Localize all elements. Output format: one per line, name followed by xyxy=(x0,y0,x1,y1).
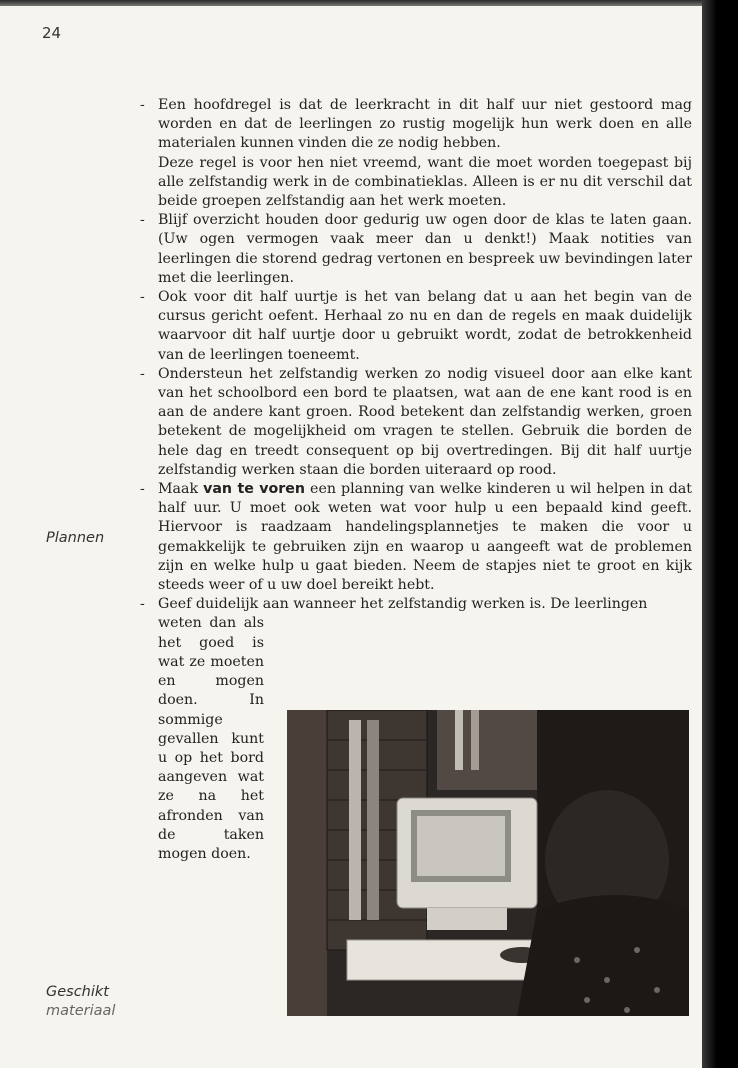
list-item xyxy=(140,96,692,154)
item-text-after: een planning van welke kinderen u wil helpen in dat half uur. U moet ook weten wat voor hulp u een bepaald kind geeft. Hiervoor is raadzaam handelingsplannetjes te maken die voor u gemakkelijk te gebruiken zijn en waarop u aangeeft wat de problemen zijn en welke hulp u gaat bieden. Neem de stapjes niet te groot en kijk steeds weer of u uw doel bereikt hebt. xyxy=(158,481,693,594)
margin-note-materiaal: materiaal xyxy=(46,1003,116,1019)
item-text: Ondersteun het zelfstandig werken zo nodig visueel door aan elke kant van het schoolbord een bord te plaatsen, wat aan de ene kant rood is en aan de andere kant groen. Rood betekent dan zelfstandig werken, groen betekent de mogelijkheid om vragen te stellen. Gebruik die borden de hele dag en treedt consequent op bij overtredingen. Bij dit half uurtje zelfstandig werken staan die borden uiteraard op rood. xyxy=(158,365,692,478)
list-item xyxy=(140,365,692,480)
classroom-photo xyxy=(287,710,689,1016)
item-continuation: Deze regel is voor hen niet vreemd, want die moet worden toegepast bij alle zelfstandig werk in de combinatieklas. Alleen is er nu dit verschil dat beide groepen zelfstandig aan het werk moeten. xyxy=(158,154,692,210)
page-number: 24 xyxy=(42,24,62,42)
list-item xyxy=(140,211,692,288)
item-text: Blijf overzicht houden door gedurig uw ogen door de klas te laten gaan. (Uw ogen vermogen vaak meer dan u denkt!) Maak notities van leerlingen die storend gedrag vertonen en bespreek uw bevindingen later met die leerlingen. xyxy=(158,212,692,286)
bullet-dash: - xyxy=(140,596,145,613)
margin-note-geschikt: Geschikt xyxy=(46,984,109,1000)
bullet-dash: - xyxy=(140,289,145,306)
list-item xyxy=(140,288,692,365)
bullet-dash: - xyxy=(140,481,145,498)
item-text-narrow: weten dan als het goed is wat ze moeten en mogen doen. In sommige gevallen kunt u op het bord aangeven wat ze na het afronden van de taken mogen doen. xyxy=(158,615,264,862)
photo-illustration xyxy=(287,710,689,1016)
list-item xyxy=(140,480,692,595)
bullet-dash: - xyxy=(140,212,145,229)
item-text: Geef duidelijk aan wanneer het zelfstandig werken is. De leerlingen xyxy=(158,596,648,613)
margin-note-plannen: Plannen xyxy=(46,530,105,546)
emphasis-bold: van te voren xyxy=(203,481,306,498)
item-text: Een hoofdregel is dat de leerkracht in dit half uur niet gestoord mag worden en dat de leerlingen zo rustig mogelijk hun werk doen en alle materialen kunnen vinden die ze nodig hebben. xyxy=(158,97,692,152)
top-rule xyxy=(0,0,706,6)
item-text xyxy=(158,480,692,595)
bullet-dash: - xyxy=(140,365,145,382)
item-text-before: Maak xyxy=(158,481,204,498)
scan-edge xyxy=(702,0,738,1068)
bullet-dash: - xyxy=(140,97,145,113)
item-text: Ook voor dit half uurtje is het van belang dat u aan het begin van de cursus gericht oefent. Herhaal zo nu en dan de regels en maak duidelijk waarvoor dit half uurtje door u gebruikt wordt, zodat de betrokkenheid van de leerlingen toeneemt. xyxy=(158,289,692,363)
